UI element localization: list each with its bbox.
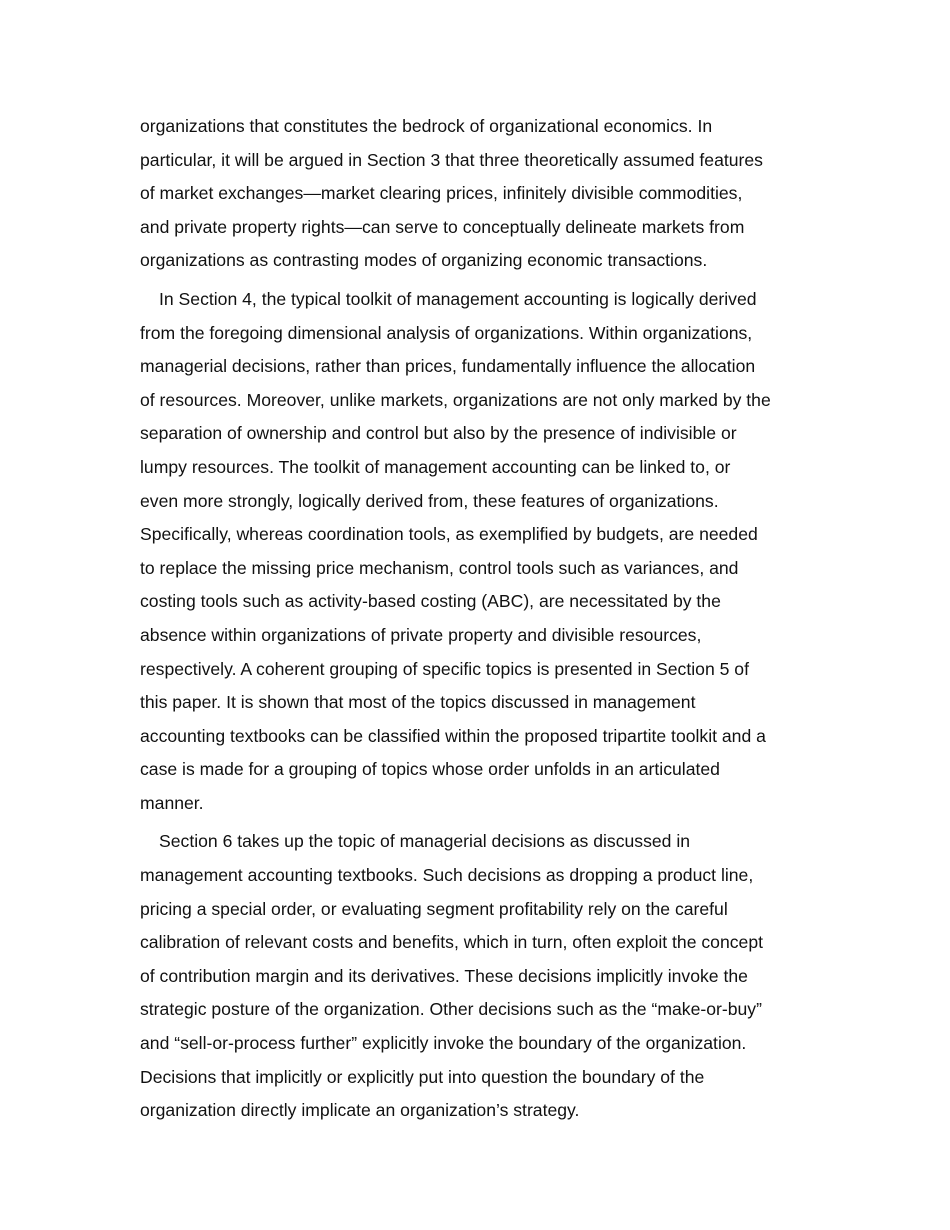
- text-line: Specifically, whereas coordination tools, as exemplified by budgets, are needed: [140, 524, 758, 545]
- text-line: and “sell-or-process further” explicitly invoke the boundary of the organization.: [140, 1033, 747, 1054]
- text-line: of market exchanges—market clearing prices, infinitely divisible commodities,: [140, 183, 743, 204]
- text-line: separation of ownership and control but also by the presence of indivisible or: [140, 423, 737, 444]
- text-line: strategic posture of the organization. Other decisions such as the “make-or-buy”: [140, 999, 762, 1020]
- text-line: pricing a special order, or evaluating segment profitability rely on the careful: [140, 898, 728, 919]
- text-line: of resources. Moreover, unlike markets, organizations are not only marked by the: [140, 389, 771, 410]
- text-line: particular, it will be argued in Section 3 that three theoretically assumed features: [140, 149, 763, 170]
- paragraph-1: [140, 110, 820, 278]
- text-line: even more strongly, logically derived from, these features of organizations.: [140, 490, 719, 511]
- text-line: to replace the missing price mechanism, control tools such as variances, and: [140, 557, 739, 578]
- text-line: case is made for a grouping of topics whose order unfolds in an articulated: [140, 759, 720, 780]
- text-line: lumpy resources. The toolkit of management accounting can be linked to, or: [140, 456, 731, 477]
- text-line: manner.: [140, 792, 204, 813]
- text-line: costing tools such as activity-based costing (ABC), are necessitated by the: [140, 591, 721, 612]
- paragraph-2: [140, 283, 820, 821]
- text-line: and private property rights—can serve to conceptually delineate markets from: [140, 216, 745, 237]
- text-line: organizations as contrasting modes of organizing economic transactions.: [140, 250, 708, 271]
- text-line: organization directly implicate an organization’s strategy.: [140, 1100, 580, 1121]
- text-line: this paper. It is shown that most of the topics discussed in management: [140, 692, 696, 713]
- text-line: Section 6 takes up the topic of managerial decisions as discussed in: [159, 831, 691, 852]
- text-line: accounting textbooks can be classified within the proposed tripartite toolkit and a: [140, 725, 766, 746]
- text-line: Decisions that implicitly or explicitly put into question the boundary of the: [140, 1066, 705, 1087]
- document-page: [140, 110, 820, 1133]
- paragraph-3: [140, 825, 820, 1127]
- text-line: In Section 4, the typical toolkit of management accounting is logically derived: [159, 288, 757, 309]
- text-line: managerial decisions, rather than prices, fundamentally influence the allocation: [140, 356, 756, 377]
- text-line: from the foregoing dimensional analysis of organizations. Within organizations,: [140, 322, 753, 343]
- text-line: respectively. A coherent grouping of specific topics is presented in Section 5 of: [140, 658, 749, 679]
- text-line: calibration of relevant costs and benefits, which in turn, often exploit the concept: [140, 932, 763, 953]
- text-line: absence within organizations of private property and divisible resources,: [140, 624, 702, 645]
- text-line: organizations that constitutes the bedrock of organizational economics. In: [140, 116, 713, 136]
- text-line: of contribution margin and its derivatives. These decisions implicitly invoke the: [140, 965, 748, 986]
- text-line: management accounting textbooks. Such decisions as dropping a product line,: [140, 865, 754, 886]
